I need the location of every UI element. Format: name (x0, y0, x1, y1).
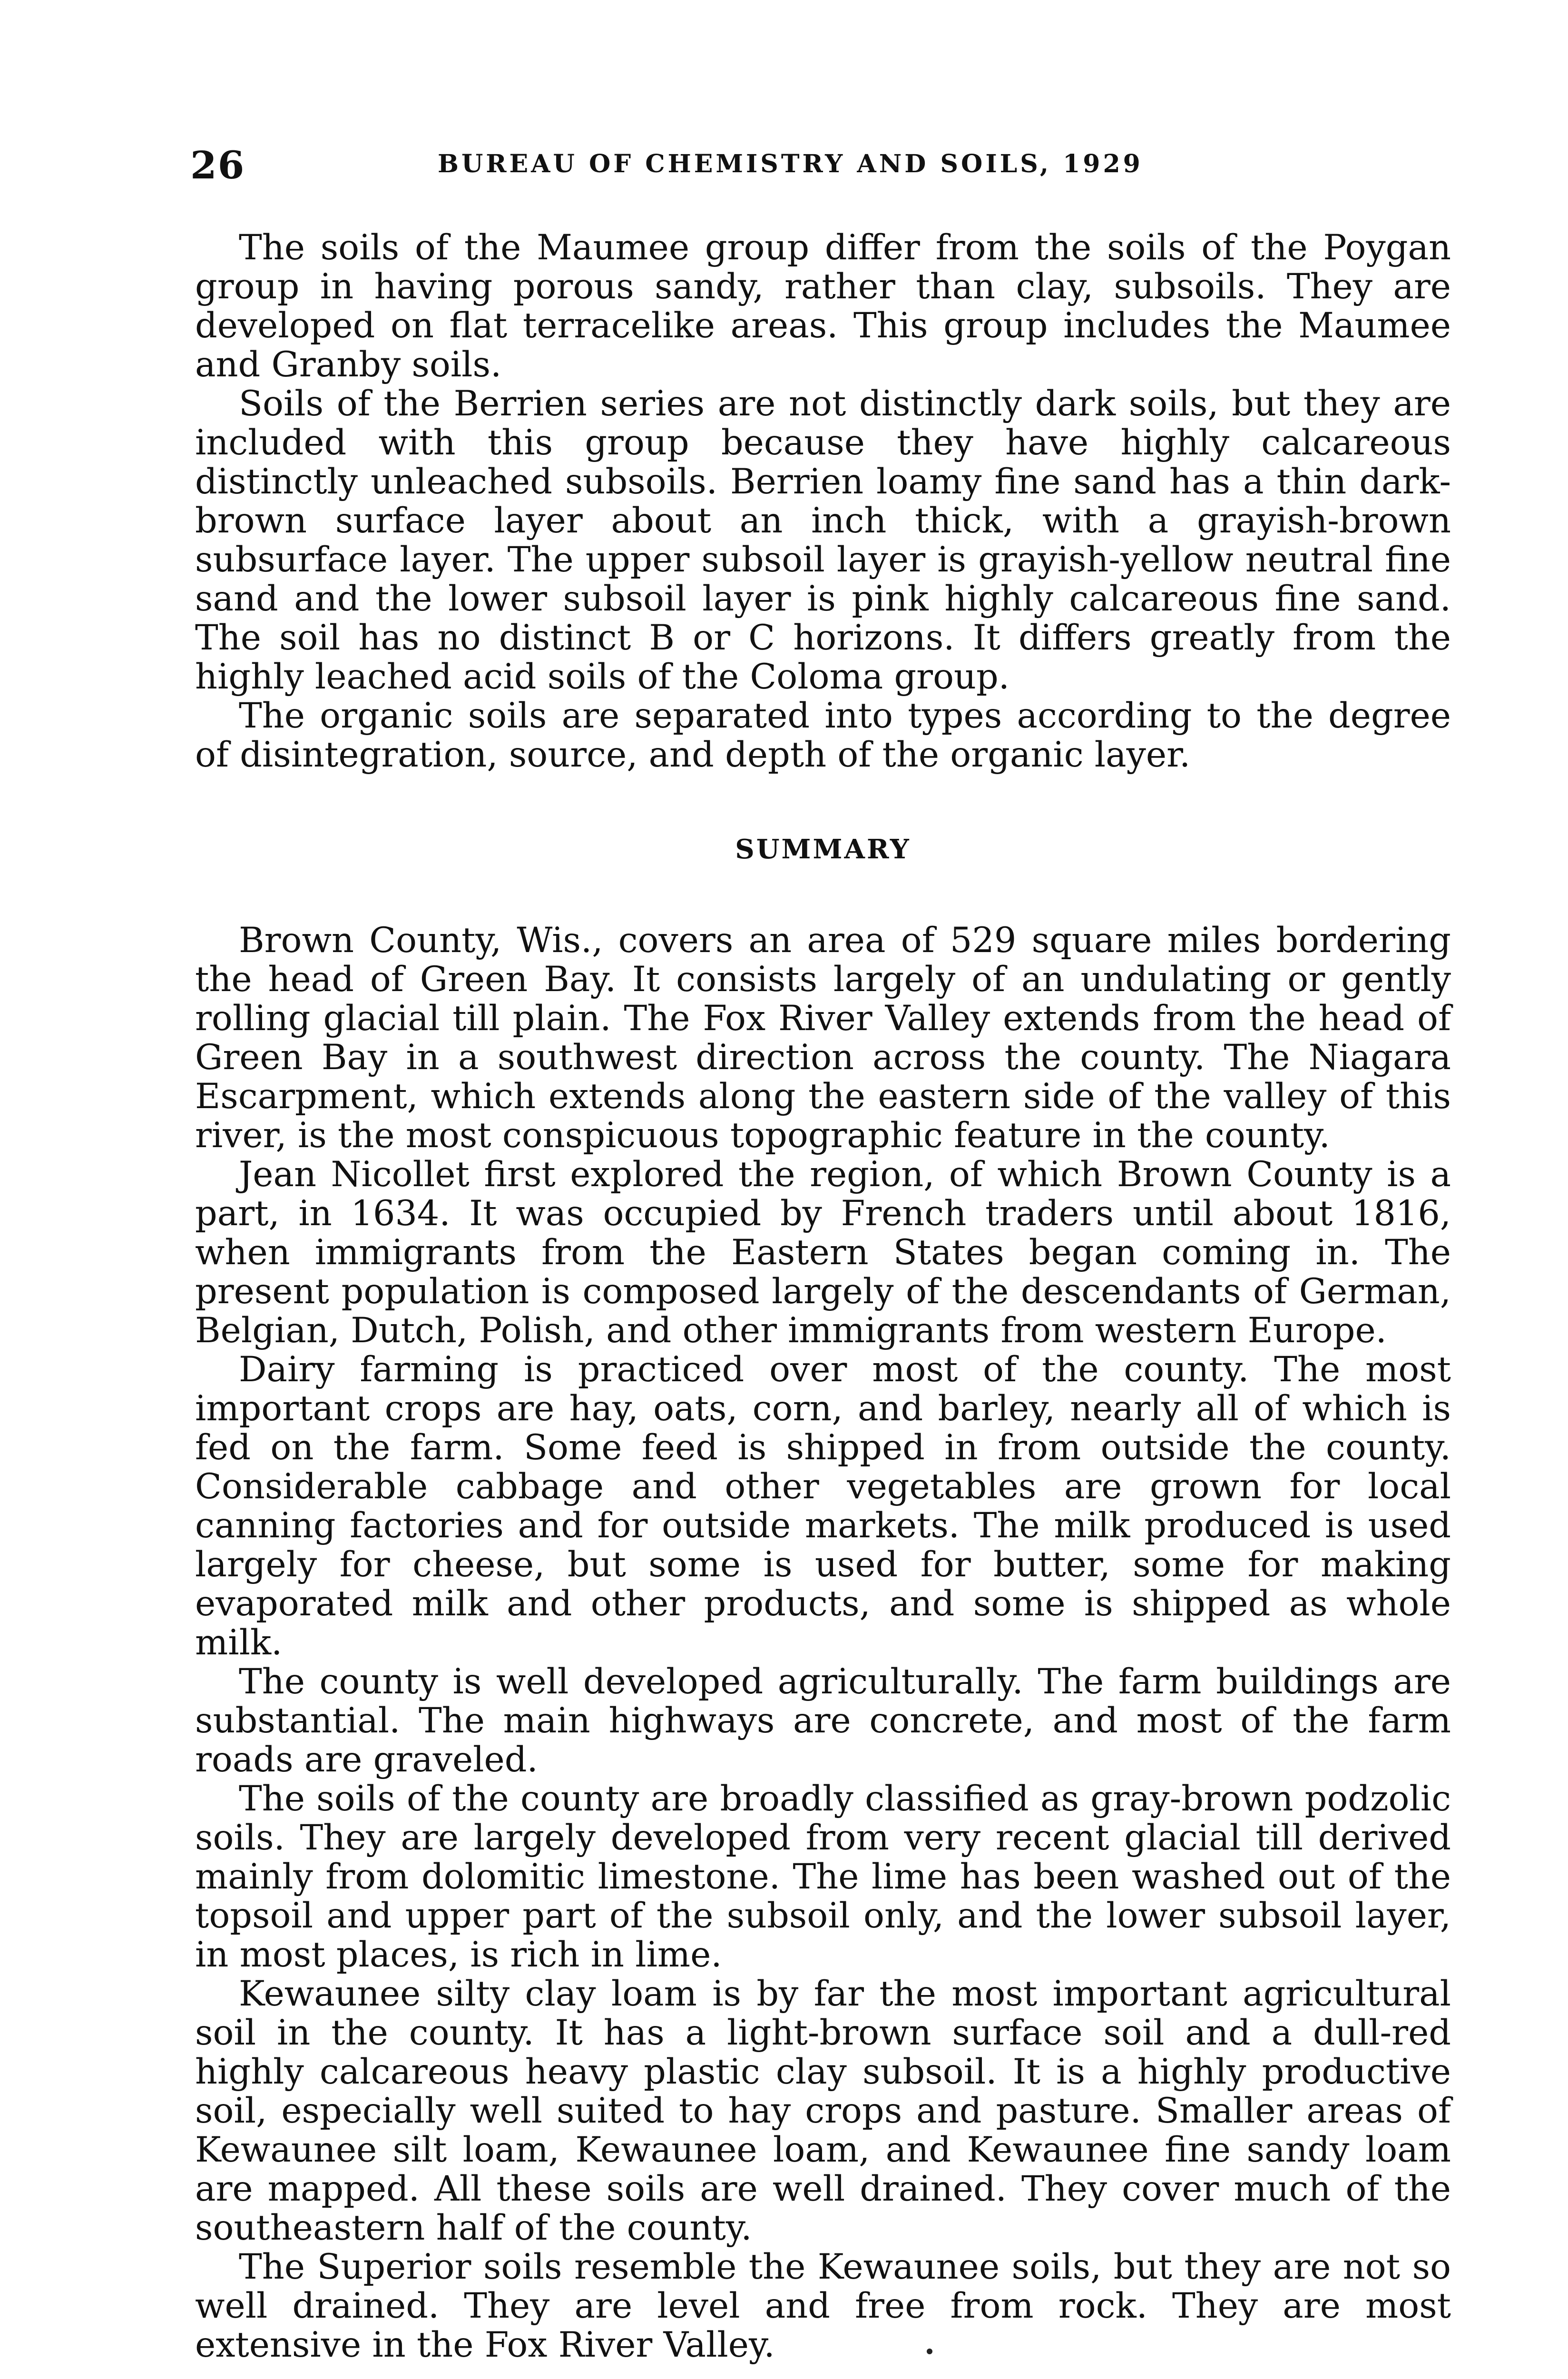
paragraph: Dairy farming is practiced over most of the county. The most important crops are hay, oats, corn, and barley, nearly all of which is fed on the farm. Some feed is shipped in from outside the county. Considerable cabbage and other vegetables are grown for local canning factories and for outside markets. The milk produced is used largely for cheese, but some is used for butter, some for making evaporated milk and other products, and some is shipped as whole milk. (195, 1349, 1451, 1663)
paragraph: Jean Nicollet first explored the region, of which Brown County is a part, in 1634. It was occupied by French traders until about 1816, when immigrants from the Eastern States began coming in. The present population is composed largely of the descendants of German, Belgian, Dutch, Polish, and other immigrants from western Europe. (195, 1154, 1451, 1351)
paragraph: The soils of the Maumee group differ from the soils of the Poygan group in having porous sandy, rather than clay, subsoils. They are developed on flat terracelike areas. This group includes the Maumee and Granby soils. (195, 227, 1451, 385)
section-heading-summary: SUMMARY (735, 834, 911, 865)
paragraph: The soils of the county are broadly classified as gray-brown podzolic soils. They are largely developed from very recent glacial till derived mainly from dolomitic limestone. The lime has been washed out of the topsoil and upper part of the subsoil only, and the lower subsoil layer, in most places, is rich in lime. (195, 1779, 1451, 1975)
page-header (190, 143, 1451, 195)
running-head: BUREAU OF CHEMISTRY AND SOILS, 1929 (438, 149, 1143, 178)
body-text (195, 228, 1451, 2365)
ink-dot (927, 2349, 932, 2354)
page-number: 26 (190, 143, 245, 187)
paragraph: The county is well developed agriculturally. The farm buildings are substantial. The main highways are concrete, and most of the farm roads are graveled. (195, 1661, 1451, 1780)
paragraph: The organic soils are separated into types according to the degree of disintegration, source, and depth of the organic layer. (195, 696, 1451, 775)
paragraph: Kewaunee silty clay loam is by far the most important agricultural soil in the county. It has a light-brown surface soil and a dull-red highly calcareous heavy plastic clay subsoil. It is a highly productive soil, especially well suited to hay crops and pasture. Smaller areas of Kewaunee silt loam, Kewaunee loam, and Kewaunee fine sandy loam are mapped. All these soils are well drained. They cover much of the southeastern half of the county. (195, 1974, 1451, 2248)
paragraph: Brown County, Wis., covers an area of 529 square miles bordering the head of Green Bay. It consists largely of an undulating or gently rolling glacial till plain. The Fox River Valley extends from the head of Green Bay in a southwest direction across the county. The Niagara Escarpment, which extends along the eastern side of the valley of this river, is the most conspicuous topographic feature in the county. (195, 920, 1451, 1156)
paragraph: Soils of the Berrien series are not distinctly dark soils, but they are included with this group because they have highly calcareous distinctly unleached subsoils. Berrien loamy fine sand has a thin dark-brown surface layer about an inch thick, with a grayish-brown subsurface layer. The upper subsoil layer is grayish-yellow neutral fine sand and the lower subsoil layer is pink highly calcareous fine sand. The soil has no distinct B or C horizons. It differs greatly from the highly leached acid soils of the Coloma group. (195, 383, 1451, 697)
paragraph: The Superior soils resemble the Kewaunee soils, but they are not so well drained. They are level and free from rock. They are most extensive in the Fox River Valley. (195, 2247, 1451, 2365)
